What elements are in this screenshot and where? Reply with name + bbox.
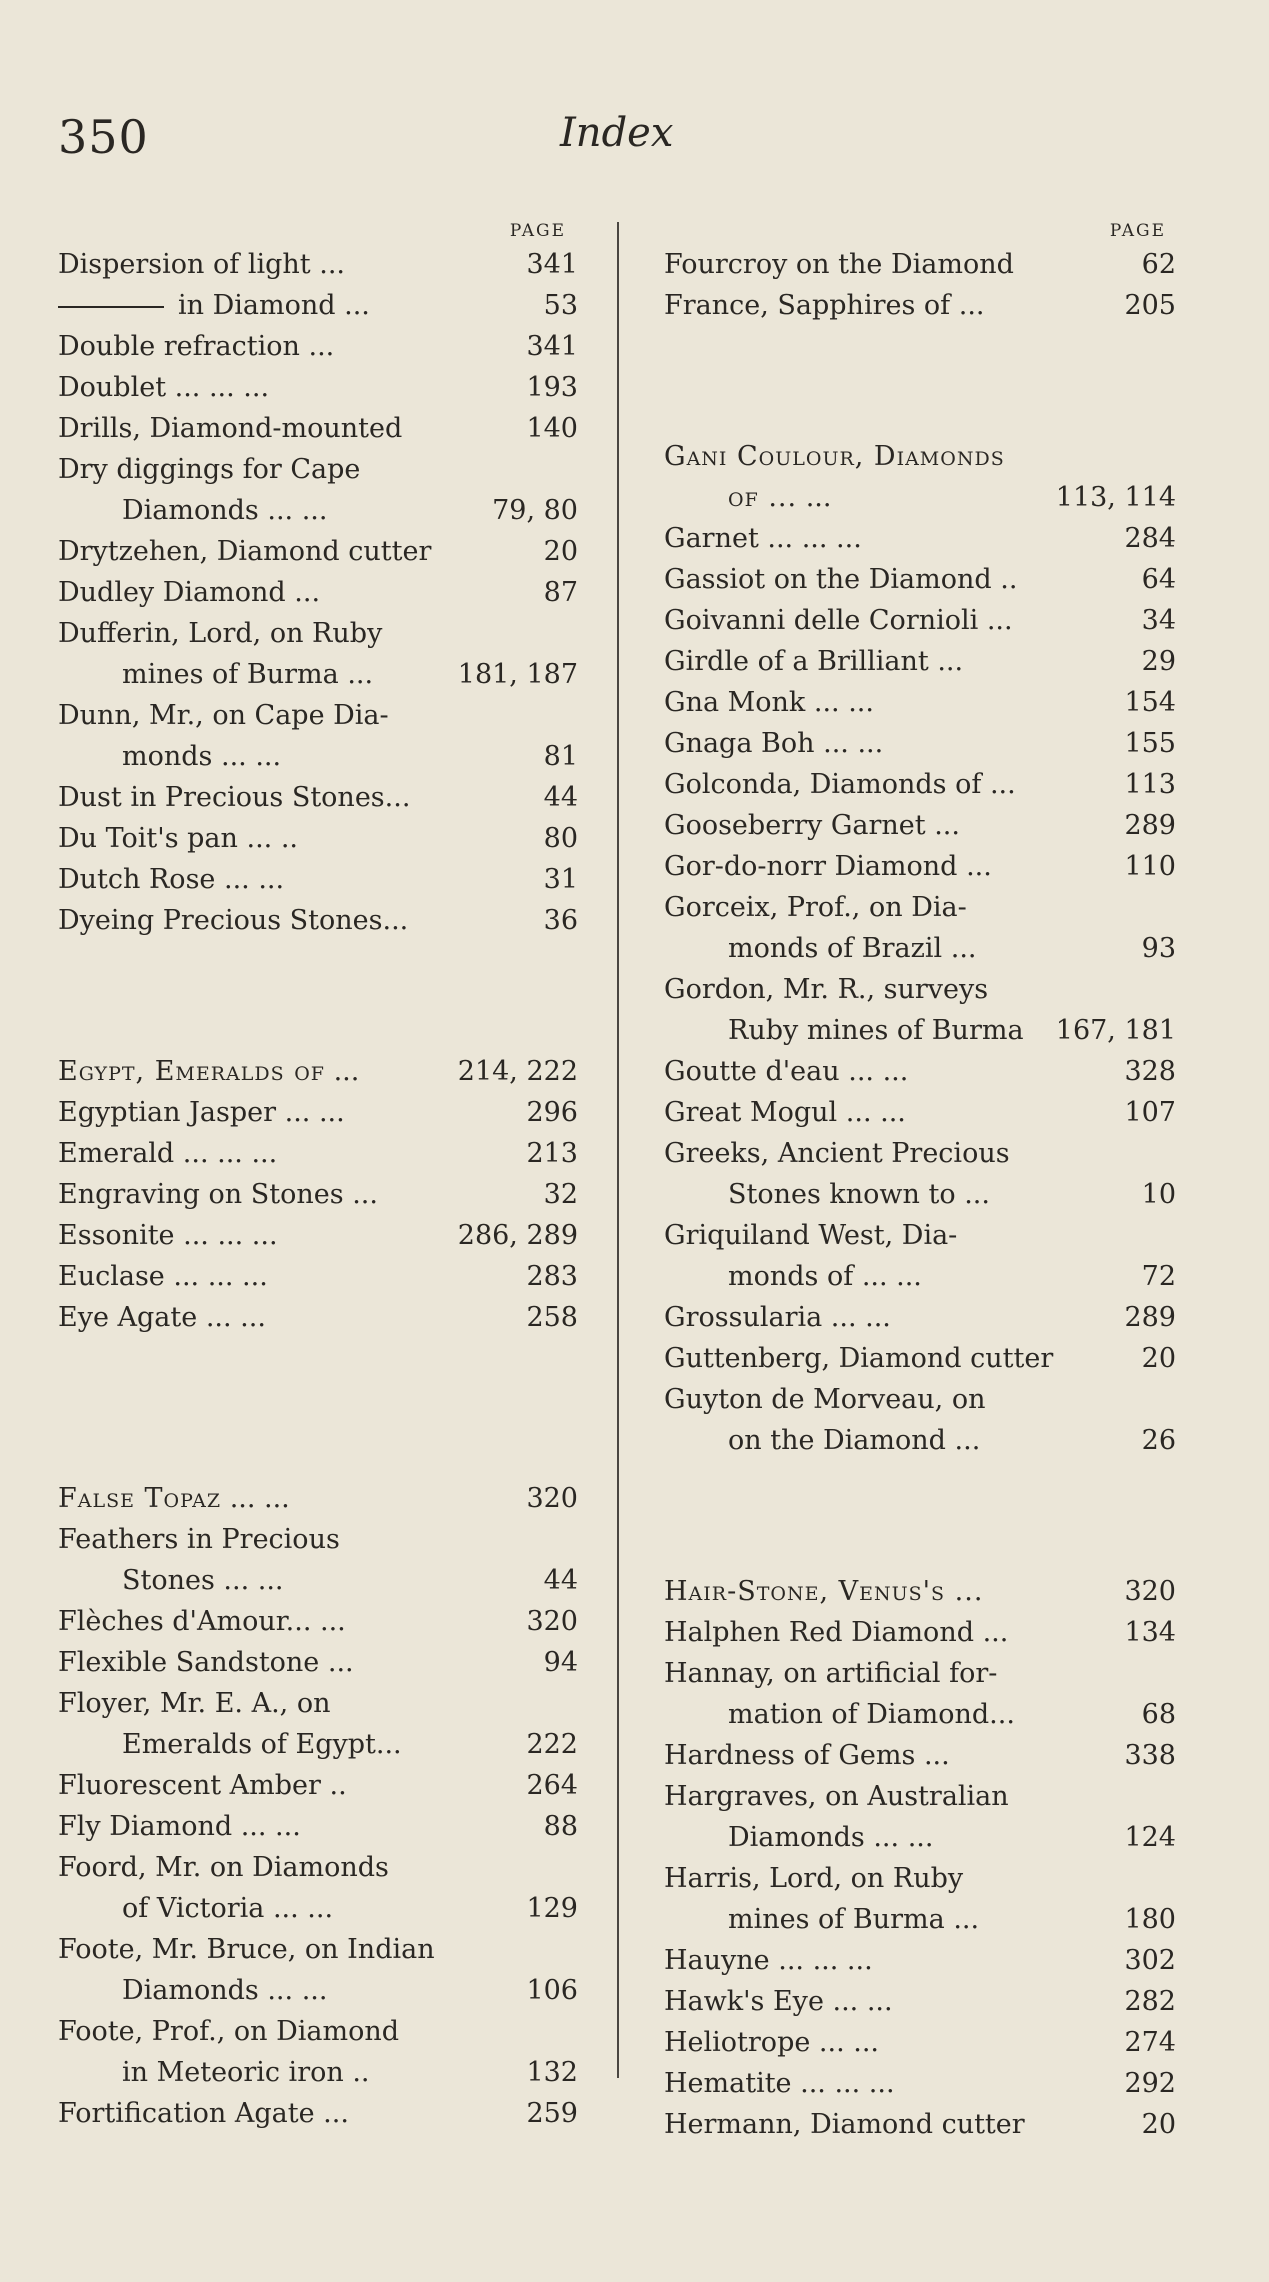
entry-page: 72 (1141, 1261, 1176, 1292)
index-entry (664, 1010, 1176, 1051)
entry-page: 64 (1141, 564, 1176, 595)
index-entry (664, 1133, 1176, 1174)
entry-page: 20 (1141, 2109, 1176, 2140)
entry-page: 264 (526, 1770, 578, 1801)
index-entry (664, 764, 1176, 805)
entry-page: 274 (1124, 2027, 1176, 2058)
entry-page: 107 (1124, 1097, 1176, 1128)
index-entry: on the Diamond ... 26 (664, 1420, 1176, 1461)
index-entry: Gor-do-norr Diamond ... 110 (664, 846, 1176, 887)
index-entry: Gnaga Boh ... ... 155 (664, 723, 1176, 764)
entry-text: Du Toit's pan (58, 823, 238, 854)
entry-text: mines of Burma (122, 659, 339, 690)
index-entry: mines of Burma ... 180 (664, 1899, 1176, 1940)
entry-page: 328 (1124, 1056, 1176, 1087)
index-entry: Doublet ... ... ... 193 (58, 367, 578, 408)
entry-text: Dry diggings for Cape (58, 454, 361, 485)
entry-text: Flexible Sandstone (58, 1647, 320, 1678)
entry-page: 320 (526, 1483, 578, 1514)
entry-page: 289 (1124, 1302, 1176, 1333)
entry-text: Euclase ... (58, 1261, 200, 1292)
index-entry (664, 1338, 1176, 1379)
entry-text: mines of Burma (728, 1904, 945, 1935)
entry-text: Hermann, Diamond cutter (664, 2109, 1025, 2140)
entry-text: Fourcroy on the Diamond (664, 249, 1014, 280)
entry-page: 20 (543, 536, 578, 567)
entry-page: 81 (543, 741, 578, 772)
entry-page: 129 (526, 1893, 578, 1924)
entry-page: 44 (543, 782, 578, 813)
index-entry (664, 969, 1176, 1010)
entry-text: Essonite ... (58, 1220, 209, 1251)
index-entry: Essonite ... ... ... 286, 289 (58, 1215, 578, 1256)
index-entry (664, 436, 1176, 477)
index-entry (664, 244, 1176, 285)
entry-text: Fortification Agate (58, 2098, 315, 2129)
entry-text: Doublet (58, 372, 167, 403)
entry-text: Guyton de Morveau, on (664, 1384, 986, 1415)
index-entry (664, 1776, 1176, 1817)
entry-text: Goutte d'eau (664, 1056, 840, 1087)
entry-page: 320 (1124, 1576, 1176, 1607)
index-entry: monds of ... ... 72 (664, 1256, 1176, 1297)
entry-text: Fly Diamond (58, 1811, 233, 1842)
index-entry (58, 1929, 578, 1970)
entry-text: Girdle of a Brilliant (664, 646, 929, 677)
entry-text: France, Sapphires of (664, 290, 951, 321)
entry-page: 134 (1124, 1617, 1176, 1648)
entry-text: Great Mogul (664, 1097, 838, 1128)
entry-text: Gani Coulour, Diamonds (664, 441, 1005, 472)
entry-page: 87 (543, 577, 578, 608)
index-entry: Hardness of Gems ... 338 (664, 1735, 1176, 1776)
index-entry (664, 1653, 1176, 1694)
index-entry: Fly Diamond ... ... 88 (58, 1806, 578, 1847)
entry-page: 62 (1141, 249, 1176, 280)
index-entry: Girdle of a Brilliant ... 29 (664, 641, 1176, 682)
entry-page: 124 (1124, 1822, 1176, 1853)
index-entry (664, 1694, 1176, 1735)
entry-text: Dyeing Precious Stones... (58, 905, 409, 936)
entry-text: Gordon, Mr. R., surveys (664, 974, 989, 1005)
entry-text: Hair-Stone, Venus's ... (664, 1576, 984, 1607)
index-entry: in Diamond ... 53 (58, 285, 578, 326)
entry-page: 31 (543, 864, 578, 895)
index-entry (664, 1612, 1176, 1653)
entry-text: Eye Agate (58, 1302, 198, 1333)
index-column-left (58, 218, 578, 2134)
entry-text: Halphen Red Diamond ... (664, 1617, 1009, 1648)
index-column-right (664, 218, 1176, 2145)
entry-page: 79, 80 (492, 495, 578, 526)
page-column-header: PAGE (1109, 221, 1166, 241)
index-entry (58, 695, 578, 736)
entry-text: Hardness of Gems (664, 1740, 916, 1771)
page-number: 350 (58, 110, 149, 164)
index-entry (664, 887, 1176, 928)
entry-page: 222 (526, 1729, 578, 1760)
entry-page: 289 (1124, 810, 1176, 841)
entry-page: 32 (543, 1179, 578, 1210)
entry-text: Diamonds ... (122, 1975, 294, 2006)
index-entry: False Topaz ... ... 320 (58, 1478, 578, 1519)
index-entry: mines of Burma ... 181, 187 (58, 654, 578, 695)
index-entry: Engraving on Stones ... 32 (58, 1174, 578, 1215)
entry-page: 341 (526, 331, 578, 362)
entry-text: Hannay, on artificial for- (664, 1658, 998, 1689)
entry-text: Stones (122, 1565, 215, 1596)
entry-text: Guttenberg, Diamond cutter (664, 1343, 1054, 1374)
index-entry (58, 900, 578, 941)
index-entry: Fluorescent Amber .. 264 (58, 1765, 578, 1806)
entry-page: 296 (526, 1097, 578, 1128)
entry-text: Gna Monk (664, 687, 806, 718)
entry-text: Greeks, Ancient Precious (664, 1138, 1010, 1169)
index-entry (664, 1215, 1176, 1256)
entry-page: 36 (543, 905, 578, 936)
entry-page: 181, 187 (457, 659, 578, 690)
entry-page: 53 (543, 290, 578, 321)
index-entry (664, 1571, 1176, 1612)
index-entry (664, 2104, 1176, 2145)
entry-text: monds (122, 741, 213, 772)
entry-text: Dufferin, Lord, on Ruby (58, 618, 383, 649)
entry-page: 341 (526, 249, 578, 280)
index-entry: Diamonds ... ... 106 (58, 1970, 578, 2011)
entry-page: 110 (1124, 851, 1176, 882)
entry-text: Gnaga Boh (664, 728, 815, 759)
entry-text: Dust in Precious Stones... (58, 782, 411, 813)
entry-text: Drills, Diamond-mounted (58, 413, 403, 444)
entry-page: 259 (526, 2098, 578, 2129)
index-entry (58, 531, 578, 572)
index-entry: Double refraction ... 341 (58, 326, 578, 367)
index-entry: Stones ... ... 44 (58, 1560, 578, 1601)
index-entry: Eye Agate ... ... 258 (58, 1297, 578, 1338)
entry-page: 286, 289 (457, 1220, 578, 1251)
section-gap (664, 326, 1176, 436)
entry-text: Foote, Prof., on Diamond (58, 2016, 400, 2047)
index-entry: Hauyne ... ... ... 302 (664, 1940, 1176, 1981)
index-entry: Fortification Agate ... 259 (58, 2093, 578, 2134)
entry-page: 155 (1124, 728, 1176, 759)
entry-text: Dutch Rose (58, 864, 216, 895)
index-entry: Hawk's Eye ... ... 282 (664, 1981, 1176, 2022)
entry-page: 213 (526, 1138, 578, 1169)
entry-text: Dunn, Mr., on Cape Dia- (58, 700, 389, 731)
entry-text: Engraving on Stones (58, 1179, 344, 1210)
index-entry (664, 1379, 1176, 1420)
index-entry: Emerald ... ... ... 213 (58, 1133, 578, 1174)
entry-text: Hargraves, on Australian (664, 1781, 1009, 1812)
entry-page: 320 (526, 1606, 578, 1637)
entry-text: Foord, Mr. on Diamonds (58, 1852, 389, 1883)
entry-page: 154 (1124, 687, 1176, 718)
entry-text: Gor-do-norr Diamond (664, 851, 958, 882)
entry-page: 113, 114 (1055, 482, 1176, 513)
entry-text: False Topaz (58, 1483, 222, 1514)
index-entry: Dispersion of light ... 341 (58, 244, 578, 285)
index-entry: Flexible Sandstone ... 94 (58, 1642, 578, 1683)
index-entry (58, 449, 578, 490)
entry-page: 88 (543, 1811, 578, 1842)
entry-text: Fluorescent Amber (58, 1770, 321, 1801)
index-entry: Diamonds ... ... 124 (664, 1817, 1176, 1858)
index-entry: France, Sapphires of ... 205 (664, 285, 1176, 326)
index-entry: Grossularia ... ... 289 (664, 1297, 1176, 1338)
index-entry: Diamonds ... ... 79, 80 (58, 490, 578, 531)
entry-text: mation of Diamond... (728, 1699, 1015, 1730)
entry-text: Diamonds (122, 495, 259, 526)
index-entry: Du Toit's pan ... .. 80 (58, 818, 578, 859)
entry-text: Gassiot on the Diamond (664, 564, 992, 595)
index-entry: Garnet ... ... ... 284 (664, 518, 1176, 559)
index-entry: Dutch Rose ... ... 31 (58, 859, 578, 900)
entry-page: 284 (1124, 523, 1176, 554)
column-divider (617, 222, 619, 2078)
entry-page: 26 (1141, 1425, 1176, 1456)
index-entry: monds ... ... 81 (58, 736, 578, 777)
entry-text: Flèches d'Amour... (58, 1606, 312, 1637)
index-entry: Gassiot on the Diamond .. 64 (664, 559, 1176, 600)
entry-text: Grossularia (664, 1302, 823, 1333)
index-entry: Hematite ... ... ... 292 (664, 2063, 1176, 2104)
index-entry: Gooseberry Garnet ... 289 (664, 805, 1176, 846)
entry-text: in Meteoric iron (122, 2057, 344, 2088)
entry-text: Hematite ... (664, 2068, 826, 2099)
index-entry (58, 613, 578, 654)
section-gap (58, 941, 578, 1051)
entry-page: 180 (1124, 1904, 1176, 1935)
entry-page: 338 (1124, 1740, 1176, 1771)
entry-text: Hawk's Eye (664, 1986, 824, 2017)
entry-page: 205 (1124, 290, 1176, 321)
index-entry (664, 600, 1176, 641)
entry-page: 93 (1141, 933, 1176, 964)
entry-page: 44 (543, 1565, 578, 1596)
entry-page: 94 (543, 1647, 578, 1678)
index-entry: of ... ... 113, 114 (664, 477, 1176, 518)
index-entry (58, 1683, 578, 1724)
index-entry (58, 1847, 578, 1888)
index-entry: Egypt, Emeralds of ... 214, 222 (58, 1051, 578, 1092)
index-entry: Heliotrope ... ... 274 (664, 2022, 1176, 2063)
entry-text: Golconda, Diamonds of ... (664, 769, 1016, 800)
index-entry: Stones known to ... 10 (664, 1174, 1176, 1215)
running-title: Index (560, 110, 674, 156)
index-entry: in Meteoric iron .. 132 (58, 2052, 578, 2093)
entry-page: 20 (1141, 1343, 1176, 1374)
entry-text: Heliotrope (664, 2027, 811, 2058)
entry-page: 193 (526, 372, 578, 403)
entry-text: Goivanni delle Cornioli ... (664, 605, 1013, 636)
entry-page: 282 (1124, 1986, 1176, 2017)
index-entry: Great Mogul ... ... 107 (664, 1092, 1176, 1133)
entry-text: Harris, Lord, on Ruby (664, 1863, 964, 1894)
entry-text: Ruby mines of Burma (728, 1015, 1024, 1046)
entry-text: Gorceix, Prof., on Dia- (664, 892, 967, 923)
entry-text: of ... (728, 482, 798, 513)
entry-text: monds of (728, 1261, 854, 1292)
index-entry: Dudley Diamond ... 87 (58, 572, 578, 613)
page-column-header: PAGE (509, 221, 566, 241)
entry-page: 10 (1141, 1179, 1176, 1210)
entry-text: Dudley Diamond (58, 577, 286, 608)
entry-text: Foote, Mr. Bruce, on Indian (58, 1934, 435, 1965)
entry-text: of Victoria ... (122, 1893, 299, 1924)
entry-page: 106 (526, 1975, 578, 2006)
index-entry: Euclase ... ... ... 283 (58, 1256, 578, 1297)
entry-page: 132 (526, 2057, 578, 2088)
entry-text: on the Diamond (728, 1425, 946, 1456)
entry-text: Emerald ... (58, 1138, 209, 1169)
entry-text: Drytzehen, Diamond cutter (58, 536, 432, 567)
index-entry: Goutte d'eau ... ... 328 (664, 1051, 1176, 1092)
index-entry: of Victoria ... ... 129 (58, 1888, 578, 1929)
entry-text: Stones known to (728, 1179, 956, 1210)
entry-page: 113 (1124, 769, 1176, 800)
ditto-dash (58, 306, 164, 308)
entry-page: 283 (526, 1261, 578, 1292)
index-entry: Gna Monk ... ... 154 (664, 682, 1176, 723)
index-entry (58, 408, 578, 449)
index-entry: monds of Brazil ... 93 (664, 928, 1176, 969)
entry-page: 214, 222 (457, 1056, 578, 1087)
entry-page: 29 (1141, 646, 1176, 677)
entry-text: monds of Brazil (728, 933, 943, 964)
entry-text: Dispersion of light (58, 249, 311, 280)
entry-text: Hauyne ... (664, 1945, 804, 1976)
entry-page: 140 (526, 413, 578, 444)
index-entry (58, 2011, 578, 2052)
entry-text: Griquiland West, Dia- (664, 1220, 958, 1251)
entry-text: in Diamond (178, 290, 336, 321)
section-gap (58, 1338, 578, 1478)
entry-text: Garnet (664, 523, 759, 554)
entry-text: Emeralds of Egypt... (122, 1729, 402, 1760)
entry-text: Feathers in Precious (58, 1524, 340, 1555)
entry-text: Double refraction (58, 331, 300, 362)
entry-page: 167, 181 (1055, 1015, 1176, 1046)
entry-text: Egypt, Emeralds of (58, 1056, 325, 1087)
entry-page: 292 (1124, 2068, 1176, 2099)
entry-page: 34 (1141, 605, 1176, 636)
entry-text: Diamonds ... (728, 1822, 900, 1853)
entry-text: Egyptian Jasper ... (58, 1097, 311, 1128)
entry-text: Gooseberry Garnet (664, 810, 926, 841)
section-gap (664, 1461, 1176, 1571)
index-entry: Egyptian Jasper ... ... 296 (58, 1092, 578, 1133)
index-entry (58, 1724, 578, 1765)
entry-page: 258 (526, 1302, 578, 1333)
index-entry (58, 777, 578, 818)
index-entry (58, 1519, 578, 1560)
entry-page: 68 (1141, 1699, 1176, 1730)
entry-page: 302 (1124, 1945, 1176, 1976)
index-entry (664, 1858, 1176, 1899)
entry-page: 80 (543, 823, 578, 854)
entry-text: Floyer, Mr. E. A., on (58, 1688, 331, 1719)
index-entry: Flèches d'Amour... ... 320 (58, 1601, 578, 1642)
